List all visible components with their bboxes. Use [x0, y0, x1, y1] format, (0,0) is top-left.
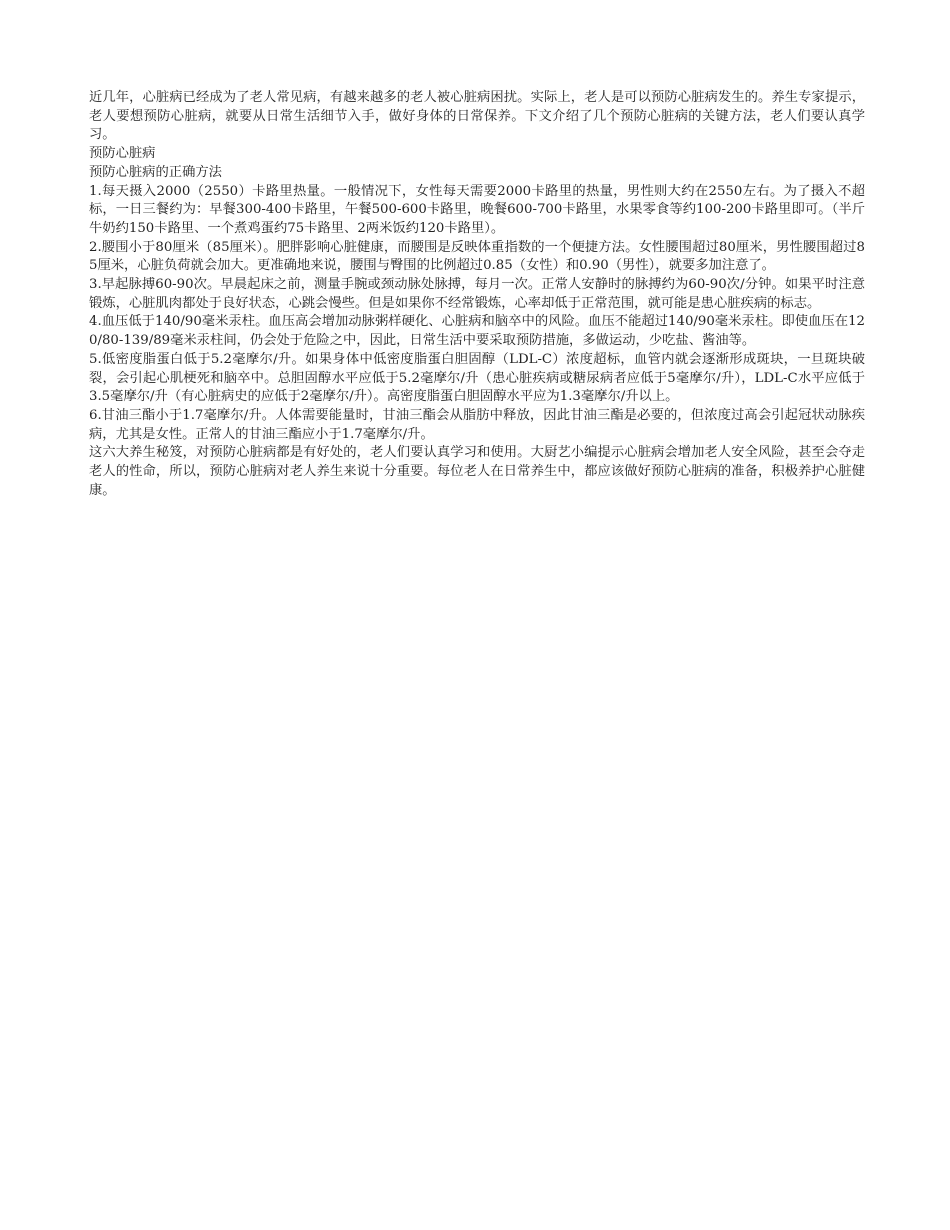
article-body — [89, 89, 865, 500]
conclusion-paragraph: 这六大养生秘笈，对预防心脏病都是有好处的，老人们要认真学习和使用。大厨艺小编提示心脏病会增加老人安全风险，甚至会夺走老人的性命，所以，预防心脏病对老人养生来说十分重要。每位老人在日常养生中，都应该做好预防心脏病的准备，积极养护心脏健康。 — [89, 445, 865, 498]
method-item-6: 6.甘油三酯小于1.7毫摩尔/升。人体需要能量时，甘油三酯会从脂肪中释放，因此甘油三酯是必要的，但浓度过高会引起冠状动脉疾病，尤其是女性。正常人的甘油三酯应小于1.7毫摩尔/升。 — [89, 407, 865, 442]
method-item-1: 1.每天摄入2000（2550）卡路里热量。一般情况下，女性每天需要2000卡路里的热量，男性则大约在2550左右。为了摄入不超标，一日三餐约为：早餐300-400卡路里，午餐500-600卡路里，晚餐600-700卡路里，水果零食等约100-200卡路里即可。（半斤牛奶约150卡路里、一个煮鸡蛋约75卡路里、2两米饭约120卡路里）。 — [89, 183, 865, 236]
method-item-5: 5.低密度脂蛋白低于5.2毫摩尔/升。如果身体中低密度脂蛋白胆固醇（LDL-C）浓度超标，血管内就会逐渐形成斑块，一旦斑块破裂，会引起心肌梗死和脑卒中。总胆固醇水平应低于5.2毫摩尔/升（患心脏疾病或糖尿病者应低于5毫摩尔/升），LDL-C水平应低于3.5毫摩尔/升（有心脏病史的应低于2毫摩尔/升）。高密度脂蛋白胆固醇水平应为1.3毫摩尔/升以上。 — [89, 351, 865, 405]
section-title: 预防心脏病 — [89, 146, 156, 162]
intro-paragraph: 近几年，心脏病已经成为了老人常见病，有越来越多的老人被心脏病困扰。实际上，老人是可以预防心脏病发生的。养生专家提示，老人要想预防心脏病，就要从日常生活细节入手，做好身体的日常保养。下文介绍了几个预防心脏病的关键方法，老人们要认真学习。 — [89, 90, 865, 143]
method-item-3: 3.早起脉搏60-90次。早晨起床之前，测量手腕或颈动脉处脉搏，每月一次。正常人安静时的脉搏约为60-90次/分钟。如果平时注意锻炼，心脏肌肉都处于良好状态，心跳会慢些。但是如果你不经常锻炼，心率却低于正常范围，就可能是患心脏疾病的标志。 — [89, 277, 865, 311]
method-item-2: 2.腰围小于80厘米（85厘米）。肥胖影响心脏健康，而腰围是反映体重指数的一个便捷方法。女性腰围超过80厘米，男性腰围超过85厘米，心脏负荷就会加大。更准确地来说，腰围与臀围的比例超过0.85（女性）和0.90（男性），就要多加注意了。 — [89, 239, 865, 274]
section-subtitle: 预防心脏病的正确方法 — [89, 164, 222, 180]
method-item-4: 4.血压低于140/90毫米汞柱。血压高会增加动脉粥样硬化、心脏病和脑卒中的风险。血压不能超过140/90毫米汞柱。即使血压在120/80-139/89毫米汞柱间，仍会处于危险之中，因此，日常生活中要采取预防措施，多做运动，少吃盐、酱油等。 — [89, 314, 865, 349]
